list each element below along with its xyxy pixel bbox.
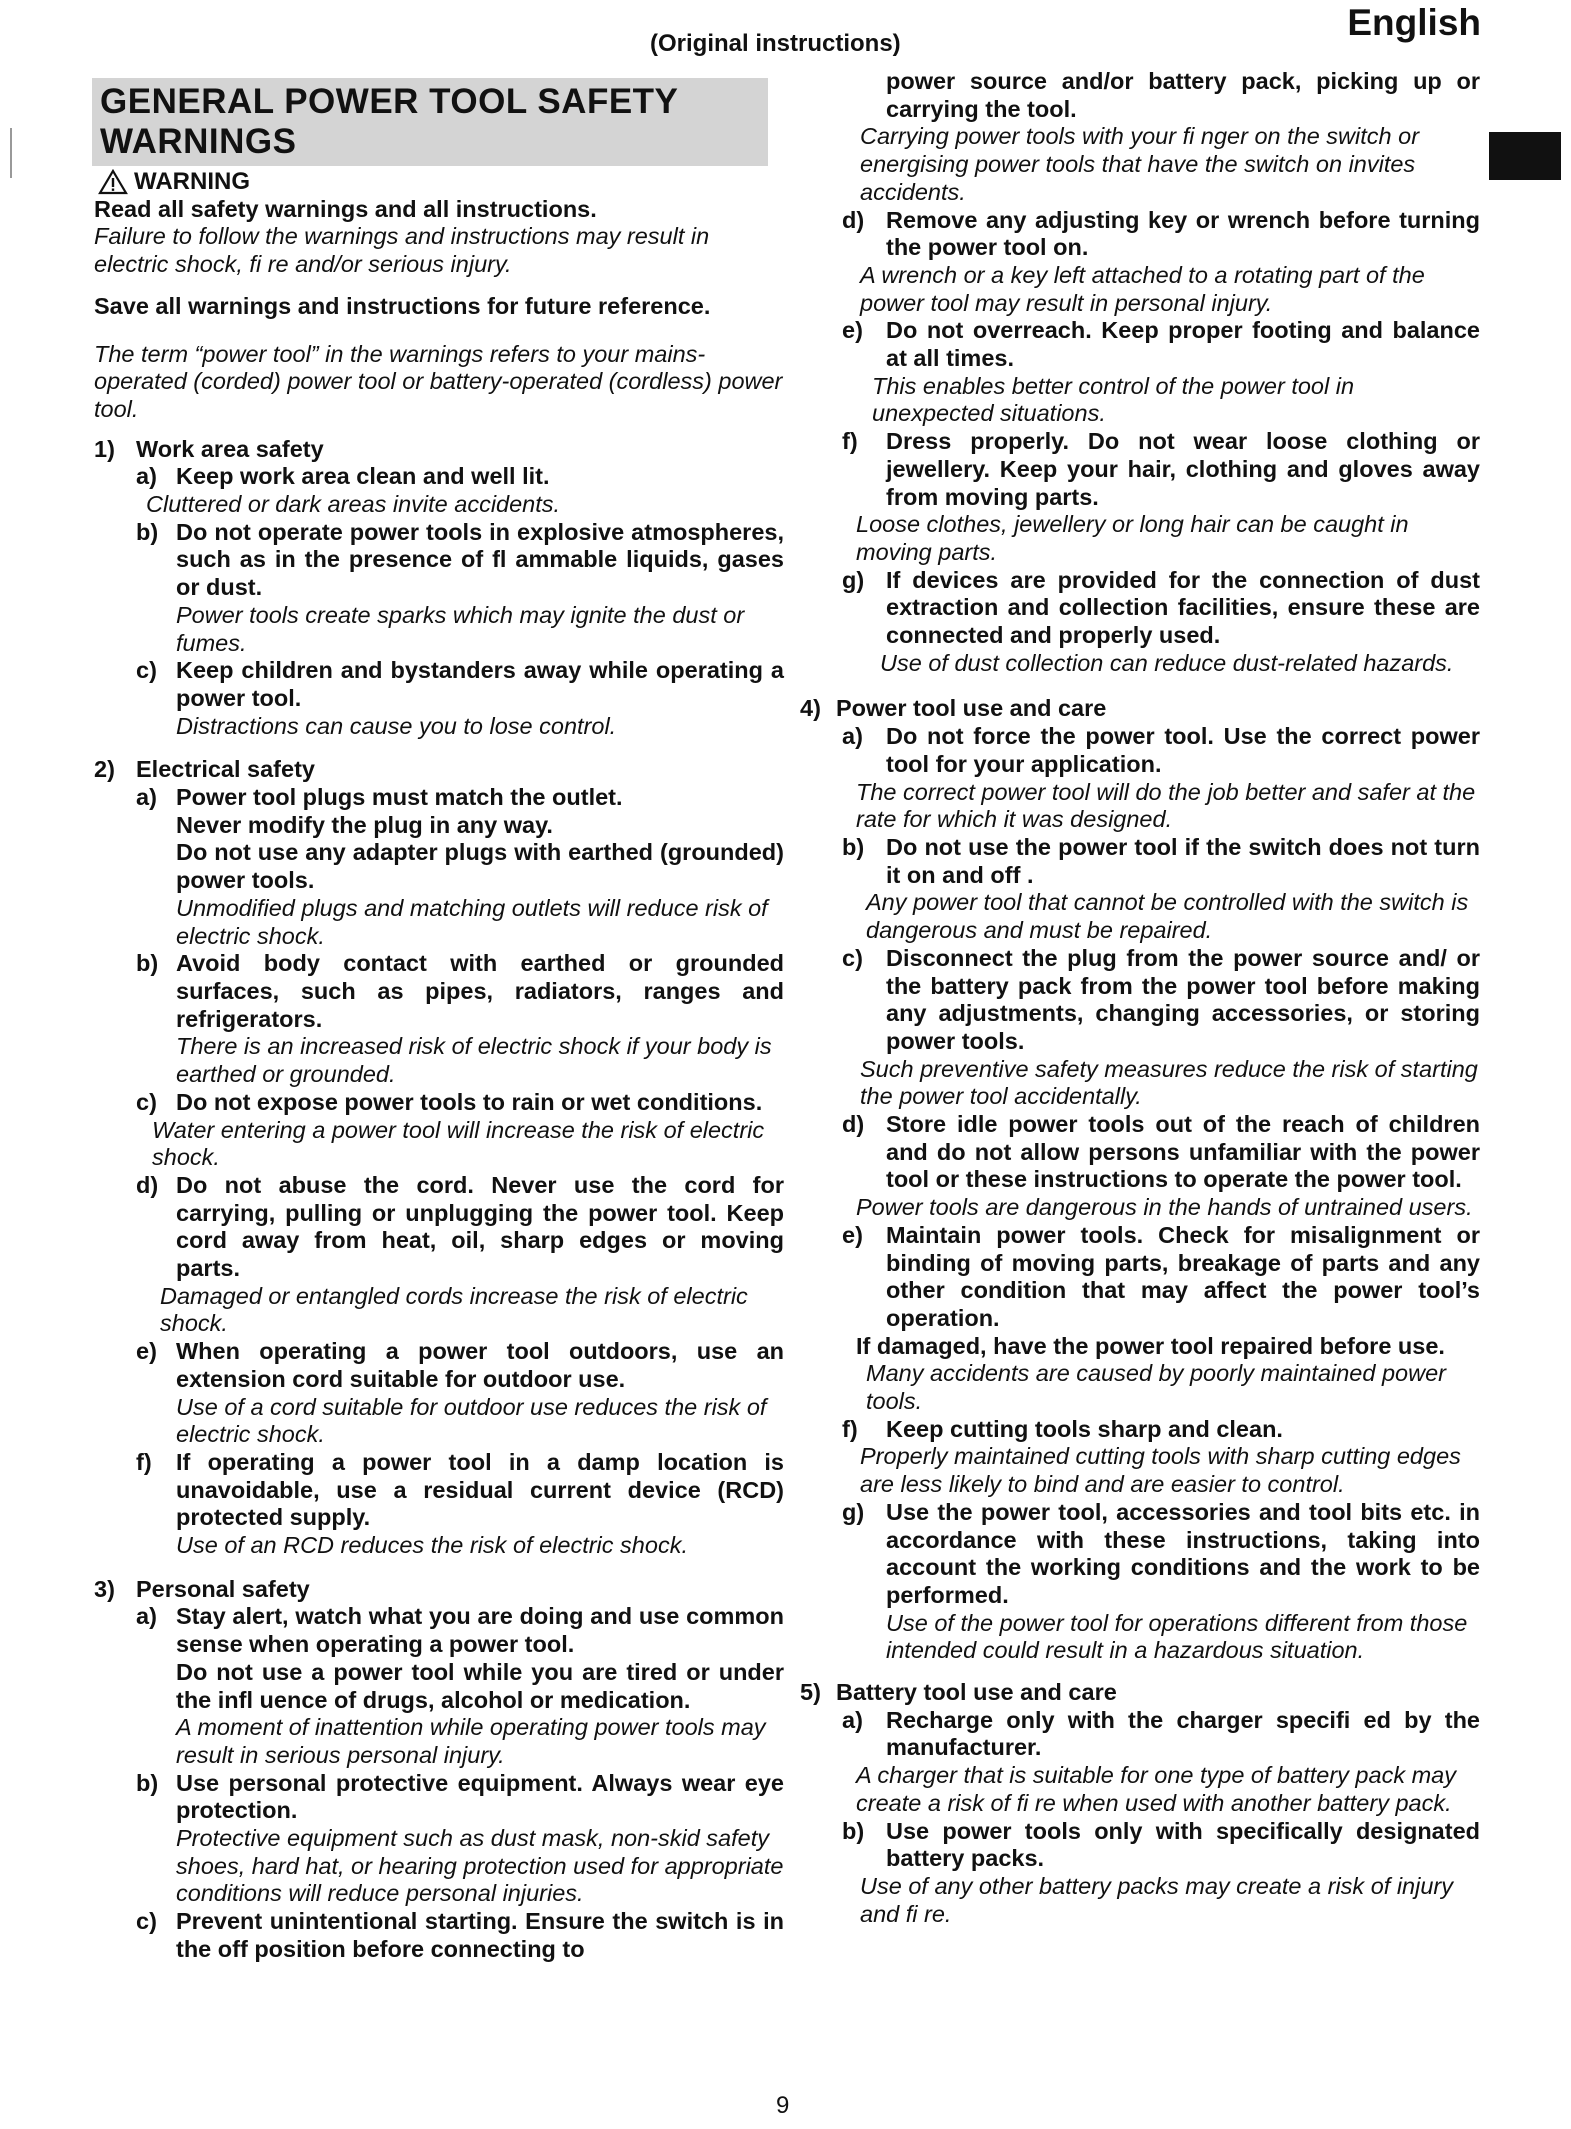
section-electrical: 2) Electrical safety [94, 756, 315, 783]
list-item: b) Use personal protective equipment. Always wear eye protection. [136, 1769, 784, 1824]
section-battery-tool: 5) Battery tool use and care [800, 1679, 1117, 1706]
list-item: a) Do not force the power tool. Use the correct power tool for your application. [842, 723, 1480, 777]
item-note: A wrench or a key left attached to a rotating part of the power tool may result in personal injury. [860, 261, 1425, 316]
list-item: g) If devices are provided for the connection of dust extraction and collection facilities, ensure these are connected and properly used. [842, 566, 1480, 649]
item-continuation: If damaged, have the power tool repaired before use. [856, 1332, 1445, 1359]
list-item: b) Avoid body contact with earthed or grounded surfaces, such as pipes, radiators, ranges and refrigerators. [136, 950, 784, 1032]
list-item: b) Do not operate power tools in explosive atmospheres, such as in the presence of fl ammable liquids, gases or dust. [136, 518, 784, 601]
read-all-warnings: Read all safety warnings and all instructions. [94, 195, 597, 222]
item-note: Many accidents are caused by poorly maintained power tools. [866, 1360, 1446, 1415]
item-note: A charger that is suitable for one type of battery pack may create a risk of fi re when used with another battery pack. [856, 1762, 1456, 1816]
left-column [94, 168, 784, 1964]
section-personal-safety: 3) Personal safety [94, 1575, 310, 1602]
list-item: c) Disconnect the plug from the power source and/ or the battery pack from the power tool before making any adjustments, changing accessories, or storing power tools. [842, 944, 1480, 1054]
list-item: a) Recharge only with the charger specifi ed by the manufacturer. [842, 1706, 1480, 1761]
list-item: d) Store idle power tools out of the reach of children and do not allow persons unfamiliar with the power tool or these instructions to operate the power tool. [842, 1111, 1480, 1193]
warning-label: WARNING [134, 168, 250, 195]
item-continuation: Never modify the plug in any way. [176, 811, 553, 838]
item-continuation: power source and/or battery pack, picking up or carrying the tool. [886, 68, 1480, 122]
item-note: Carrying power tools with your fi nger on the switch or energising power tools that have the switch on invites accidents. [860, 123, 1420, 205]
item-note: Such preventive safety measures reduce the risk of starting the power tool accidentally. [860, 1055, 1478, 1110]
item-note: Protective equipment such as dust mask, non-skid safety shoes, hard hat, or hearing protection used for appropriate conditions will reduce personal injuries. [176, 1825, 784, 1907]
language-tab-marker [1489, 132, 1561, 180]
original-instructions-header: (Original instructions) [650, 30, 901, 57]
list-item: g) Use the power tool, accessories and tool bits etc. in accordance with these instructions, taking into account the working conditions and the work to be performed. [842, 1498, 1480, 1608]
list-item: b) Use power tools only with specifically designated battery packs. [842, 1817, 1480, 1872]
list-item: d) Do not abuse the cord. Never use the cord for carrying, pulling or unplugging the power tool. Keep cord away from heat, oil, sharp edges or moving parts. [136, 1171, 784, 1282]
page-title: GENERAL POWER TOOL SAFETY WARNINGS [92, 78, 768, 166]
warning-heading [98, 168, 784, 196]
save-instructions: Save all warnings and instructions for future reference. [94, 292, 711, 319]
list-item: f) Dress properly. Do not wear loose clothing or jewellery. Keep your hair, clothing and gloves away from moving parts. [842, 428, 1480, 510]
power-tool-term: The term “power tool” in the warnings refers to your mains-operated (corded) power tool or battery-operated (cordless) power tool. [94, 340, 783, 422]
list-item: c) Keep children and bystanders away while operating a power tool. [136, 657, 784, 711]
item-note: Loose clothes, jewellery or long hair can be caught in moving parts. [856, 511, 1409, 565]
item-note: Use of a cord suitable for outdoor use reduces the risk of electric shock. [176, 1393, 767, 1448]
page-number: 9 [776, 2092, 790, 2119]
margin-rule [10, 128, 12, 178]
list-item: d) Remove any adjusting key or wrench before turning the power tool on. [842, 206, 1480, 261]
item-note: Use of any other battery packs may create a risk of injury and fi re. [860, 1873, 1453, 1927]
item-note: Use of dust collection can reduce dust-related hazards. [880, 649, 1454, 676]
list-item: e) Maintain power tools. Check for misalignment or binding of moving parts, breakage of parts and any other condition that may affect the power tool’s operation. [842, 1221, 1480, 1331]
section-power-tool-use: 4) Power tool use and care [800, 695, 1107, 722]
warning-triangle-icon [98, 169, 128, 195]
item-note: This enables better control of the power tool in unexpected situations. [872, 372, 1355, 427]
item-note: The correct power tool will do the job better and safer at the rate for which it was designed. [856, 778, 1476, 833]
list-item: c) Do not expose power tools to rain or wet conditions. [136, 1088, 763, 1115]
item-continuation: Do not use a power tool while you are tired or under the infl uence of drugs, alcohol or medication. [176, 1658, 784, 1713]
item-note: There is an increased risk of electric shock if your body is earthed or grounded. [176, 1033, 772, 1088]
item-note: Cluttered or dark areas invite accidents. [146, 491, 561, 518]
language-label: English [1347, 2, 1481, 43]
item-note: Any power tool that cannot be controlled with the switch is dangerous and must be repaired. [866, 889, 1469, 944]
list-item: f) Keep cutting tools sharp and clean. [842, 1415, 1283, 1442]
list-item: a) Stay alert, watch what you are doing and use common sense when operating a power tool. [136, 1603, 784, 1658]
item-note: Distractions can cause you to lose control. [176, 712, 617, 739]
list-item: b) Do not use the power tool if the switch does not turn it on and off . [842, 833, 1480, 888]
section-work-area: 1) Work area safety [94, 435, 324, 462]
list-item: e) When operating a power tool outdoors, use an extension cord suitable for outdoor use. [136, 1338, 784, 1392]
item-note: Water entering a power tool will increase the risk of electric shock. [152, 1116, 765, 1171]
item-note: Unmodified plugs and matching outlets will reduce risk of electric shock. [176, 894, 768, 949]
list-item: e) Do not overreach. Keep proper footing and balance at all times. [842, 317, 1480, 372]
list-item: c) Prevent unintentional starting. Ensure the switch is in the off position before connecting to [136, 1908, 784, 1962]
item-continuation: Do not use any adapter plugs with earthed (grounded) power tools. [176, 839, 784, 894]
list-item: a) Power tool plugs must match the outlet. [136, 784, 623, 811]
item-note: Properly maintained cutting tools with sharp cutting edges are less likely to bind and are easier to control. [860, 1443, 1461, 1498]
item-note: Power tools are dangerous in the hands of untrained users. [856, 1194, 1473, 1221]
list-item: a) Keep work area clean and well lit. [136, 463, 550, 490]
item-note: Power tools create sparks which may ignite the dust or fumes. [176, 601, 745, 656]
right-column [800, 68, 1480, 1928]
list-item: f) If operating a power tool in a damp location is unavoidable, use a residual current device (RCD) protected supply. [136, 1448, 784, 1531]
item-note: Use of an RCD reduces the risk of electric shock. [176, 1532, 688, 1559]
item-note: A moment of inattention while operating power tools may result in serious personal injury. [176, 1714, 766, 1768]
item-note: Use of the power tool for operations different from those intended could result in a hazardous situation. [886, 1609, 1468, 1664]
item-note: Damaged or entangled cords increase the risk of electric shock. [160, 1282, 748, 1337]
failure-note: Failure to follow the warnings and instructions may result in electric shock, fi re and/or serious injury. [94, 223, 710, 278]
